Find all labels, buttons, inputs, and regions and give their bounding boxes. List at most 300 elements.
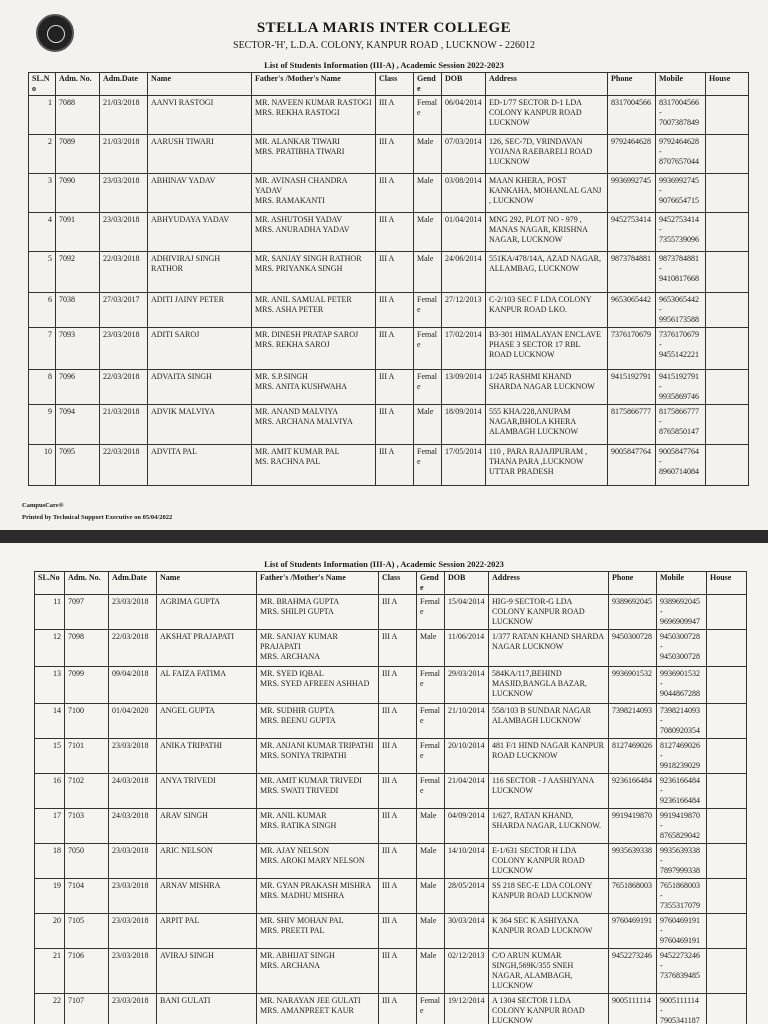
address-cell: C-2/103 SEC F LDA COLONY KANPUR ROAD LKO. bbox=[486, 293, 608, 328]
list-title: List of Students Information (III-A) , Academic Session 2022-2023 bbox=[264, 559, 504, 569]
student-name-cell: ANGEL GUPTA bbox=[157, 704, 257, 739]
column-header-house: House bbox=[707, 572, 747, 595]
adm-no-cell: 7096 bbox=[56, 370, 100, 405]
dob-cell: 17/05/2014 bbox=[442, 445, 486, 486]
phone-cell: 9415192791 bbox=[608, 370, 656, 405]
table-row bbox=[29, 135, 749, 174]
gender-cell: Female bbox=[417, 994, 445, 1024]
column-header-address: Address bbox=[489, 572, 609, 595]
column-header-dob: DOB bbox=[442, 73, 486, 96]
class-cell: III A bbox=[379, 704, 417, 739]
parents-name-cell: MR. SANJAY SINGH RATHOR MRS. PRIYANKA SINGH bbox=[252, 252, 376, 293]
phone-cell: 9005847764 bbox=[608, 445, 656, 486]
column-header-sl-no: SL.No bbox=[29, 73, 56, 96]
class-cell: III A bbox=[379, 667, 417, 704]
mobile-cell: 9236166484 - 9236166484 bbox=[657, 774, 707, 809]
mobile-cell: 9005847764 - 8960714084 bbox=[656, 445, 706, 486]
phone-cell: 9935639338 bbox=[609, 844, 657, 879]
adm-date-cell: 21/03/2018 bbox=[100, 96, 148, 135]
column-header-sl-no: SL.No bbox=[35, 572, 65, 595]
sl-no-cell: 7 bbox=[29, 328, 56, 370]
adm-no-cell: 7038 bbox=[56, 293, 100, 328]
parents-name-cell: MR. SHIV MOHAN PAL MRS. PREETI PAL bbox=[257, 914, 379, 949]
student-name-cell: AANVI RASTOGI bbox=[148, 96, 252, 135]
adm-date-cell: 09/04/2018 bbox=[109, 667, 157, 704]
parents-name-cell: MR. AJAY NELSON MRS. AROKI MARY NELSON bbox=[257, 844, 379, 879]
adm-no-cell: 7102 bbox=[65, 774, 109, 809]
student-name-cell: ABHINAV YADAV bbox=[148, 174, 252, 213]
table-row bbox=[35, 879, 747, 914]
phone-cell: 9452753414 bbox=[608, 213, 656, 252]
dob-cell: 20/10/2014 bbox=[445, 739, 489, 774]
house-cell bbox=[706, 135, 749, 174]
gender-cell: Male bbox=[414, 135, 442, 174]
gender-cell: Male bbox=[414, 252, 442, 293]
mobile-cell: 9653065442 - 9956173588 bbox=[656, 293, 706, 328]
phone-cell: 9792464628 bbox=[608, 135, 656, 174]
class-cell: III A bbox=[379, 809, 417, 844]
dob-cell: 14/10/2014 bbox=[445, 844, 489, 879]
dob-cell: 01/04/2014 bbox=[442, 213, 486, 252]
student-name-cell: AL FAIZA FATIMA bbox=[157, 667, 257, 704]
gender-cell: Male bbox=[414, 405, 442, 445]
parents-name-cell: MR. AMIT KUMAR TRIVEDI MRS. SWATI TRIVEDI bbox=[257, 774, 379, 809]
house-cell bbox=[707, 630, 747, 667]
adm-date-cell: 23/03/2018 bbox=[100, 213, 148, 252]
sl-no-cell: 1 bbox=[29, 96, 56, 135]
dob-cell: 11/06/2014 bbox=[445, 630, 489, 667]
house-cell bbox=[707, 667, 747, 704]
parents-name-cell: MR. BRAHMA GUPTA MRS. SHILPI GUPTA bbox=[257, 595, 379, 630]
house-cell bbox=[707, 879, 747, 914]
sl-no-cell: 8 bbox=[29, 370, 56, 405]
column-header-mobile: Mobile bbox=[656, 73, 706, 96]
gender-cell: Male bbox=[417, 879, 445, 914]
adm-date-cell: 27/03/2017 bbox=[100, 293, 148, 328]
dob-cell: 29/03/2014 bbox=[445, 667, 489, 704]
class-cell: III A bbox=[376, 293, 414, 328]
sl-no-cell: 3 bbox=[29, 174, 56, 213]
phone-cell: 8175866777 bbox=[608, 405, 656, 445]
table-row bbox=[35, 949, 747, 994]
mobile-cell: 8317004566 - 7007387849 bbox=[656, 96, 706, 135]
sl-no-cell: 2 bbox=[29, 135, 56, 174]
mobile-cell: 9873784881 - 9410817668 bbox=[656, 252, 706, 293]
parents-name-cell: MR. SUDHIR GUPTA MRS. BEENU GUPTA bbox=[257, 704, 379, 739]
column-header-dob: DOB bbox=[445, 572, 489, 595]
column-header-adm-no: Adm. No. bbox=[65, 572, 109, 595]
student-name-cell: ARIC NELSON bbox=[157, 844, 257, 879]
adm-no-cell: 7107 bbox=[65, 994, 109, 1024]
house-cell bbox=[707, 914, 747, 949]
phone-cell: 7651868003 bbox=[609, 879, 657, 914]
column-header-phone: Phone bbox=[609, 572, 657, 595]
address-cell: 1/377 RATAN KHAND SHARDA NAGAR LUCKNOW bbox=[489, 630, 609, 667]
mobile-cell: 9936901532 - 9044867288 bbox=[657, 667, 707, 704]
house-cell bbox=[706, 96, 749, 135]
sl-no-cell: 11 bbox=[35, 595, 65, 630]
sl-no-cell: 16 bbox=[35, 774, 65, 809]
class-cell: III A bbox=[376, 328, 414, 370]
table-row bbox=[29, 405, 749, 445]
class-cell: III A bbox=[376, 213, 414, 252]
adm-date-cell: 23/03/2018 bbox=[109, 739, 157, 774]
adm-date-cell: 24/03/2018 bbox=[109, 774, 157, 809]
mobile-cell: 9005111114 - 7905341187 bbox=[657, 994, 707, 1024]
mobile-cell: 9452753414 - 7355739096 bbox=[656, 213, 706, 252]
sl-no-cell: 5 bbox=[29, 252, 56, 293]
students-table bbox=[34, 571, 747, 1024]
adm-date-cell: 23/03/2018 bbox=[109, 914, 157, 949]
student-name-cell: AARUSH TIWARI bbox=[148, 135, 252, 174]
house-cell bbox=[706, 405, 749, 445]
adm-date-cell: 21/03/2018 bbox=[100, 405, 148, 445]
adm-date-cell: 23/03/2018 bbox=[109, 595, 157, 630]
gender-cell: Male bbox=[414, 174, 442, 213]
mobile-cell: 7398214093 - 7080920354 bbox=[657, 704, 707, 739]
parents-name-cell: MR. SANJAY KUMAR PRAJAPATI MRS. ARCHANA bbox=[257, 630, 379, 667]
address-cell: 558/103 B SUNDAR NAGAR ALAMBAGH LUCKNOW bbox=[489, 704, 609, 739]
adm-no-cell: 7090 bbox=[56, 174, 100, 213]
address-cell: 584KA/117,BEHIND MASJID,BANGLA BAZAR, LUCKNOW bbox=[489, 667, 609, 704]
table-row bbox=[35, 667, 747, 704]
address-cell: MNG 292, PLOT NO - 979 , MANAS NAGAR, KRISHNA NAGAR, LUCKNOW bbox=[486, 213, 608, 252]
students-table bbox=[28, 72, 749, 486]
adm-date-cell: 22/03/2018 bbox=[100, 252, 148, 293]
house-cell bbox=[706, 174, 749, 213]
footer-printed-by: Printed by Technical Support Executive on 05/04/2022 bbox=[22, 514, 173, 521]
student-name-cell: ANYA TRIVEDI bbox=[157, 774, 257, 809]
dob-cell: 17/02/2014 bbox=[442, 328, 486, 370]
column-header-adm-no: Adm. No. bbox=[56, 73, 100, 96]
class-cell: III A bbox=[379, 949, 417, 994]
student-name-cell: ADVAITA SINGH bbox=[148, 370, 252, 405]
address-cell: 481 F/1 HIND NAGAR KANPUR ROAD LUCKNOW bbox=[489, 739, 609, 774]
sl-no-cell: 13 bbox=[35, 667, 65, 704]
column-header-phone: Phone bbox=[608, 73, 656, 96]
parents-name-cell: MR. S.P.SINGH MRS. ANITA KUSHWAHA bbox=[252, 370, 376, 405]
adm-no-cell: 7094 bbox=[56, 405, 100, 445]
class-cell: III A bbox=[376, 135, 414, 174]
column-header-gender: Gende bbox=[414, 73, 442, 96]
address-cell: ED-1/77 SECTOR D-1 LDA COLONY KANPUR ROAD LUCKNOW bbox=[486, 96, 608, 135]
address-cell: B3-301 HIMALAYAN ENCLAVE PHASE 3 SECTOR 17 RBL ROAD LUCKNOW bbox=[486, 328, 608, 370]
column-header-class: Class bbox=[376, 73, 414, 96]
table-row bbox=[29, 445, 749, 486]
class-cell: III A bbox=[376, 252, 414, 293]
student-name-cell: ADITI SAROJ bbox=[148, 328, 252, 370]
phone-cell: 9919419870 bbox=[609, 809, 657, 844]
phone-cell: 9450300728 bbox=[609, 630, 657, 667]
phone-cell: 9452273246 bbox=[609, 949, 657, 994]
column-header-mobile: Mobile bbox=[657, 572, 707, 595]
table-row bbox=[35, 704, 747, 739]
student-name-cell: ADITI JAINY PETER bbox=[148, 293, 252, 328]
mobile-cell: 9935639338 - 7897999338 bbox=[657, 844, 707, 879]
parents-name-cell: MR. DINESH PRATAP SAROJ MRS. REKHA SAROJ bbox=[252, 328, 376, 370]
parents-name-cell: MR. ANIL KUMAR MRS. RATIKA SINGH bbox=[257, 809, 379, 844]
dob-cell: 02/12/2013 bbox=[445, 949, 489, 994]
table-row bbox=[35, 630, 747, 667]
adm-date-cell: 23/03/2018 bbox=[100, 174, 148, 213]
mobile-cell: 9919419870 - 8765829042 bbox=[657, 809, 707, 844]
class-cell: III A bbox=[376, 405, 414, 445]
student-name-cell: AGRIMA GUPTA bbox=[157, 595, 257, 630]
mobile-cell: 9389692045 - 9696909947 bbox=[657, 595, 707, 630]
column-header-parents-name: Father's /Mother's Name bbox=[252, 73, 376, 96]
table-row bbox=[29, 96, 749, 135]
phone-cell: 9005111114 bbox=[609, 994, 657, 1024]
column-header-house: House bbox=[706, 73, 749, 96]
class-cell: III A bbox=[376, 445, 414, 486]
adm-no-cell: 7106 bbox=[65, 949, 109, 994]
student-name-cell: AVIRAJ SINGH bbox=[157, 949, 257, 994]
adm-no-cell: 7088 bbox=[56, 96, 100, 135]
gender-cell: Male bbox=[417, 809, 445, 844]
dob-cell: 15/04/2014 bbox=[445, 595, 489, 630]
dob-cell: 04/09/2014 bbox=[445, 809, 489, 844]
adm-date-cell: 23/03/2018 bbox=[109, 994, 157, 1024]
parents-name-cell: MR. AMIT KUMAR PAL MS. RACHNA PAL bbox=[252, 445, 376, 486]
dob-cell: 19/12/2014 bbox=[445, 994, 489, 1024]
gender-cell: Female bbox=[417, 704, 445, 739]
dob-cell: 03/08/2014 bbox=[442, 174, 486, 213]
phone-cell: 9653065442 bbox=[608, 293, 656, 328]
table-row bbox=[35, 994, 747, 1024]
mobile-cell: 9792464628 - 8707657044 bbox=[656, 135, 706, 174]
sl-no-cell: 6 bbox=[29, 293, 56, 328]
sl-no-cell: 19 bbox=[35, 879, 65, 914]
dob-cell: 21/04/2014 bbox=[445, 774, 489, 809]
address-cell: 126, SEC-7D, VRINDAVAN YOJANA RAEBARELI ROAD LUCKNOW bbox=[486, 135, 608, 174]
sl-no-cell: 17 bbox=[35, 809, 65, 844]
gender-cell: Male bbox=[417, 914, 445, 949]
house-cell bbox=[707, 949, 747, 994]
parents-name-cell: MR. ALANKAR TIWARI MRS. PRATIBHA TIWARI bbox=[252, 135, 376, 174]
house-cell bbox=[707, 739, 747, 774]
mobile-cell: 9936992745 - 9076654715 bbox=[656, 174, 706, 213]
class-cell: III A bbox=[379, 879, 417, 914]
house-cell bbox=[706, 252, 749, 293]
student-name-cell: BANI GULATI bbox=[157, 994, 257, 1024]
list-title: List of Students Information (III-A) , Academic Session 2022-2023 bbox=[264, 60, 504, 70]
adm-no-cell: 7091 bbox=[56, 213, 100, 252]
dob-cell: 28/05/2014 bbox=[445, 879, 489, 914]
parents-name-cell: MR. NAVEEN KUMAR RASTOGI MRS. REKHA RASTOGI bbox=[252, 96, 376, 135]
adm-no-cell: 7050 bbox=[65, 844, 109, 879]
dob-cell: 13/09/2014 bbox=[442, 370, 486, 405]
mobile-cell: 9450300728 - 9450300728 bbox=[657, 630, 707, 667]
sl-no-cell: 9 bbox=[29, 405, 56, 445]
address-cell: 110 , PARA RAJAJIPURAM , THANA PARA ,LUCKNOW UTTAR PRADESH bbox=[486, 445, 608, 486]
class-cell: III A bbox=[376, 370, 414, 405]
student-name-cell: ABHYUDAYA YADAV bbox=[148, 213, 252, 252]
college-name: STELLA MARIS INTER COLLEGE bbox=[256, 20, 512, 36]
adm-no-cell: 7089 bbox=[56, 135, 100, 174]
table-header-row bbox=[35, 572, 747, 595]
house-cell bbox=[706, 213, 749, 252]
gender-cell: Male bbox=[417, 949, 445, 994]
address-cell: E-1/631 SECTOR H LDA COLONY KANPUR ROAD LUCKNOW bbox=[489, 844, 609, 879]
sl-no-cell: 18 bbox=[35, 844, 65, 879]
phone-cell: 9936901532 bbox=[609, 667, 657, 704]
address-cell: C/O ARUN KUMAR SINGH,569K/355 SNEH NAGAR, ALAMBAGH, LUCKNOW bbox=[489, 949, 609, 994]
parents-name-cell: MR. NARAYAN JEE GULATI MRS. AMANPREET KAUR bbox=[257, 994, 379, 1024]
table-row bbox=[35, 914, 747, 949]
sl-no-cell: 12 bbox=[35, 630, 65, 667]
dob-cell: 21/10/2014 bbox=[445, 704, 489, 739]
house-cell bbox=[707, 595, 747, 630]
adm-no-cell: 7098 bbox=[65, 630, 109, 667]
column-header-address: Address bbox=[486, 73, 608, 96]
dob-cell: 24/06/2014 bbox=[442, 252, 486, 293]
parents-name-cell: MR. GYAN PRAKASH MISHRA MRS. MADHU MISHRA bbox=[257, 879, 379, 914]
address-cell: 116 SECTOR - J AASHIYANA LUCKNOW bbox=[489, 774, 609, 809]
adm-date-cell: 22/03/2018 bbox=[109, 630, 157, 667]
sl-no-cell: 4 bbox=[29, 213, 56, 252]
phone-cell: 9389692045 bbox=[609, 595, 657, 630]
student-name-cell: ARPIT PAL bbox=[157, 914, 257, 949]
college-address: SECTOR-'H', L.D.A. COLONY, KANPUR ROAD , LUCKNOW - 226012 bbox=[233, 40, 535, 51]
adm-no-cell: 7103 bbox=[65, 809, 109, 844]
table-row bbox=[35, 809, 747, 844]
house-cell bbox=[706, 445, 749, 486]
gender-cell: Female bbox=[414, 293, 442, 328]
column-header-adm-date: Adm.Date bbox=[109, 572, 157, 595]
address-cell: 555 KHA/228,ANUPAM NAGAR,BHOLA KHERA ALAMBAGH LUCKNOW bbox=[486, 405, 608, 445]
adm-no-cell: 7100 bbox=[65, 704, 109, 739]
adm-date-cell: 23/03/2018 bbox=[109, 949, 157, 994]
phone-cell: 8317004566 bbox=[608, 96, 656, 135]
mobile-cell: 7376170679 - 9455142221 bbox=[656, 328, 706, 370]
parents-name-cell: MR. ANIL SAMUAL PETER MRS. ASHA PETER bbox=[252, 293, 376, 328]
student-name-cell: ADVITA PAL bbox=[148, 445, 252, 486]
sl-no-cell: 15 bbox=[35, 739, 65, 774]
class-cell: III A bbox=[379, 774, 417, 809]
address-cell: 1/245 RASHMI KHAND SHARDA NAGAR LUCKNOW bbox=[486, 370, 608, 405]
table-header-row bbox=[29, 73, 749, 96]
address-cell: A 1304 SECTOR I LDA COLONY KANPUR ROAD LUCKNOW bbox=[489, 994, 609, 1024]
student-name-cell: AKSHAT PRAJAPATI bbox=[157, 630, 257, 667]
student-name-cell: ARAV SINGH bbox=[157, 809, 257, 844]
table-row bbox=[35, 595, 747, 630]
dob-cell: 27/12/2013 bbox=[442, 293, 486, 328]
parents-name-cell: MR. ASHUTOSH YADAV MRS. ANURADHA YADAV bbox=[252, 213, 376, 252]
phone-cell: 9760469191 bbox=[609, 914, 657, 949]
house-cell bbox=[707, 994, 747, 1024]
adm-no-cell: 7099 bbox=[65, 667, 109, 704]
house-cell bbox=[707, 844, 747, 879]
sl-no-cell: 20 bbox=[35, 914, 65, 949]
adm-no-cell: 7095 bbox=[56, 445, 100, 486]
sl-no-cell: 14 bbox=[35, 704, 65, 739]
column-header-student-name: Name bbox=[157, 572, 257, 595]
table-row bbox=[29, 252, 749, 293]
sl-no-cell: 22 bbox=[35, 994, 65, 1024]
house-cell bbox=[706, 328, 749, 370]
adm-no-cell: 7093 bbox=[56, 328, 100, 370]
mobile-cell: 8175866777 - 8765850147 bbox=[656, 405, 706, 445]
mobile-cell: 9452273246 - 7376839485 bbox=[657, 949, 707, 994]
gender-cell: Male bbox=[417, 630, 445, 667]
adm-date-cell: 23/03/2018 bbox=[109, 879, 157, 914]
adm-date-cell: 22/03/2018 bbox=[100, 445, 148, 486]
table-row bbox=[29, 213, 749, 252]
gender-cell: Female bbox=[414, 96, 442, 135]
mobile-cell: 9760469191 - 9760469191 bbox=[657, 914, 707, 949]
house-cell bbox=[707, 774, 747, 809]
column-header-student-name: Name bbox=[148, 73, 252, 96]
column-header-gender: Gende bbox=[417, 572, 445, 595]
house-cell bbox=[706, 293, 749, 328]
parents-name-cell: MR. ANJANI KUMAR TRIPATHI MRS. SONIYA TRIPATHI bbox=[257, 739, 379, 774]
class-cell: III A bbox=[379, 739, 417, 774]
dob-cell: 07/03/2014 bbox=[442, 135, 486, 174]
table-row bbox=[29, 174, 749, 213]
table-row bbox=[35, 739, 747, 774]
table-row bbox=[29, 328, 749, 370]
class-cell: III A bbox=[379, 914, 417, 949]
house-cell bbox=[706, 370, 749, 405]
class-cell: III A bbox=[379, 994, 417, 1024]
sl-no-cell: 21 bbox=[35, 949, 65, 994]
house-cell bbox=[707, 809, 747, 844]
adm-no-cell: 7092 bbox=[56, 252, 100, 293]
adm-date-cell: 23/03/2018 bbox=[100, 328, 148, 370]
column-header-parents-name: Father's /Mother's Name bbox=[257, 572, 379, 595]
table-row bbox=[35, 844, 747, 879]
gender-cell: Female bbox=[417, 739, 445, 774]
dob-cell: 30/03/2014 bbox=[445, 914, 489, 949]
student-name-cell: ANIKA TRIPATHI bbox=[157, 739, 257, 774]
gender-cell: Female bbox=[414, 445, 442, 486]
class-cell: III A bbox=[376, 96, 414, 135]
mobile-cell: 7651868003 - 7355317079 bbox=[657, 879, 707, 914]
house-cell bbox=[707, 704, 747, 739]
class-cell: III A bbox=[376, 174, 414, 213]
adm-date-cell: 01/04/2020 bbox=[109, 704, 157, 739]
gender-cell: Male bbox=[414, 213, 442, 252]
phone-cell: 9936992745 bbox=[608, 174, 656, 213]
gender-cell: Female bbox=[414, 328, 442, 370]
adm-date-cell: 24/03/2018 bbox=[109, 809, 157, 844]
mobile-cell: 9415192791 - 9935869746 bbox=[656, 370, 706, 405]
gender-cell: Female bbox=[417, 667, 445, 704]
student-name-cell: ARNAV MISHRA bbox=[157, 879, 257, 914]
class-cell: III A bbox=[379, 630, 417, 667]
gender-cell: Female bbox=[417, 595, 445, 630]
phone-cell: 9236166484 bbox=[609, 774, 657, 809]
table-row bbox=[29, 370, 749, 405]
gender-cell: Female bbox=[417, 774, 445, 809]
class-cell: III A bbox=[379, 844, 417, 879]
document-page-2 bbox=[0, 543, 768, 1024]
dob-cell: 06/04/2014 bbox=[442, 96, 486, 135]
column-header-adm-date: Adm.Date bbox=[100, 73, 148, 96]
parents-name-cell: MR. ABHIJAT SINGH MRS. ARCHANA bbox=[257, 949, 379, 994]
phone-cell: 8127469026 bbox=[609, 739, 657, 774]
phone-cell: 7398214093 bbox=[609, 704, 657, 739]
student-name-cell: ADVIK MALVIYA bbox=[148, 405, 252, 445]
class-cell: III A bbox=[379, 595, 417, 630]
table-row bbox=[35, 774, 747, 809]
adm-no-cell: 7104 bbox=[65, 879, 109, 914]
address-cell: K 364 SEC K ASHIYANA KANPUR ROAD LUCKNOW bbox=[489, 914, 609, 949]
student-name-cell: ADHIVIRAJ SINGH RATHOR bbox=[148, 252, 252, 293]
address-cell: 1/627, RATAN KHAND, SHARDA NAGAR, LUCKNOW. bbox=[489, 809, 609, 844]
address-cell: SS 218 SEC-E LDA COLONY KANPUR ROAD LUCKNOW bbox=[489, 879, 609, 914]
dob-cell: 18/09/2014 bbox=[442, 405, 486, 445]
